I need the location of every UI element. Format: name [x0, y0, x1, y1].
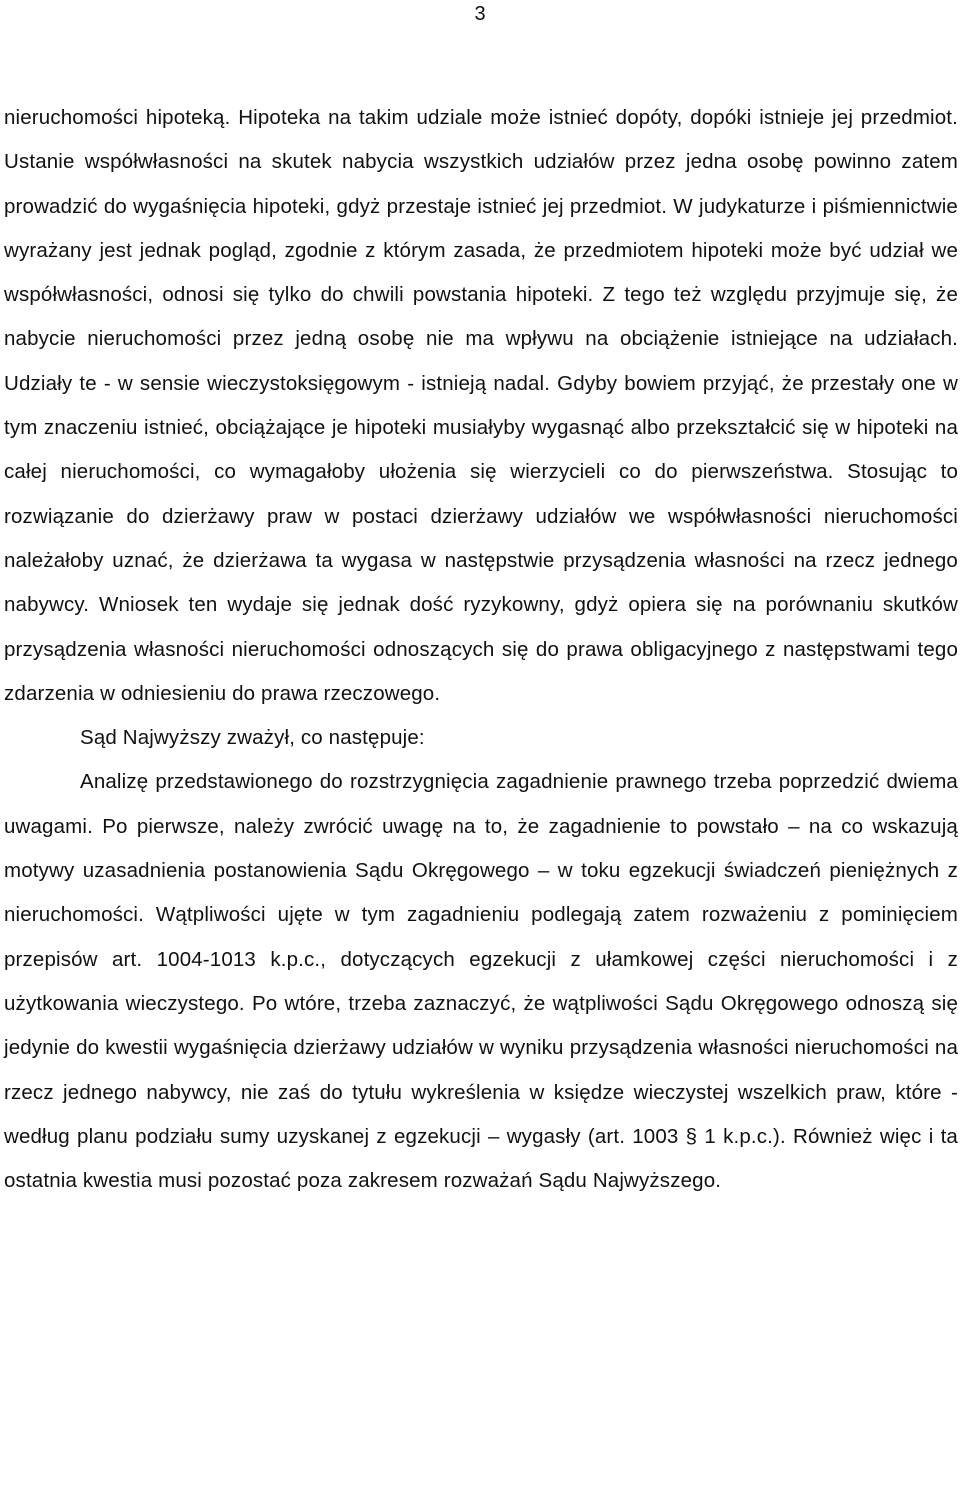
- section-heading: Sąd Najwyższy zważył, co następuje:: [80, 726, 425, 750]
- paragraph-analiza: Analizę przedstawionego do rozstrzygnięcia zagadnienie prawnego trzeba poprzedzić dwiema uwagami. Po pierwsze, należy zwrócić uwagę na to, że zagadnienie to powstało – na co wskazują motywy uzasadnienia postanowienia Sądu Okręgowego – w toku egzekucji świadczeń pieniężnych z nieruchomości. Wątpliwości ujęte w tym zagadnieniu podlegają zatem rozważeniu z pominięciem przepisów art. 1004-1013 k.p.c., dotyczących egzekucji z ułamkowej części nieruchomości i z użytkowania wieczystego. Po wtóre, trzeba zaznaczyć, że wątpliwości Sądu Okręgowego odnoszą się jedynie do kwestii wygaśnięcia dzierżawy udziałów w wyniku przysądzenia własności nieruchomości na rzecz jednego nabywcy, nie zaś do tytułu wykreślenia w księdze wieczystej wszelkich praw, które - według planu podziału sumy uzyskanej z egzekucji – wygasły (art. 1003 § 1 k.p.c.). Również więc i ta ostatnia kwestia musi pozostać poza zakresem rozważań Sądu Najwyższego.: [4, 770, 958, 1193]
- paragraph-hipoteka: nieruchomości hipoteką. Hipoteka na takim udziale może istnieć dopóty, dopóki istnieje jej przedmiot. Ustanie współwłasności na skutek nabycia wszystkich udziałów przez jedna osobę powinno zatem prowadzić do wygaśnięcia hipoteki, gdyż przestaje istnieć jej przedmiot. W judykaturze i piśmiennictwie wyrażany jest jednak pogląd, zgodnie z którym zasada, że przedmiotem hipoteki może być udział we współwłasności, odnosi się tylko do chwili powstania hipoteki. Z tego też względu przyjmuje się, że nabycie nieruchomości przez jedną osobę nie ma wpływu na obciążenie istniejące na udziałach. Udziały te - w sensie wieczystoksięgowym - istnieją nadal. Gdyby bowiem przyjąć, że przestały one w tym znaczeniu istnieć, obciążające je hipoteki musiałyby wygasnąć albo przekształcić się w hipoteki na całej nieruchomości, co wymagałoby ułożenia się wierzycieli co do pierwszeństwa. Stosując to rozwiązanie do dzierżawy praw w postaci dzierżawy udziałów we współwłasności nieruchomości należałoby uznać, że dzierżawa ta wygasa w następstwie przysądzenia własności na rzecz jednego nabywcy. Wniosek ten wydaje się jednak dość ryzykowny, gdyż opiera się na porównaniu skutków przysądzenia własności nieruchomości odnoszących się do prawa obligacyjnego z następstwami tego zdarzenia w odniesieniu do prawa rzeczowego.: [4, 106, 958, 705]
- page-number: 3: [474, 3, 486, 25]
- document-body: [4, 96, 958, 1203]
